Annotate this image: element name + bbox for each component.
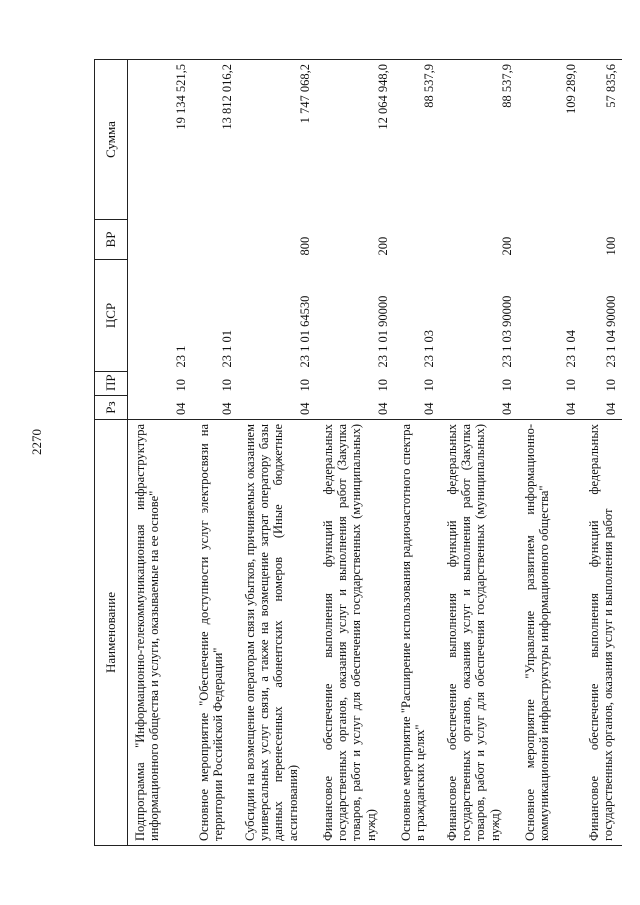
- row-vr: 800: [298, 236, 313, 256]
- table-row: [128, 60, 192, 846]
- header-rz: Рз: [95, 396, 128, 420]
- row-csr: 23 1 04: [564, 330, 579, 368]
- row-sum: 57 835,6: [582, 60, 622, 220]
- table-header-row: [95, 60, 128, 846]
- table-row: [440, 60, 518, 846]
- row-rz: 04: [128, 396, 192, 420]
- row-sum: 13 812 016,2: [192, 60, 238, 220]
- row-pr: 10: [604, 379, 619, 392]
- table-row: [192, 60, 238, 846]
- row-rz: 04: [518, 396, 582, 420]
- row-csr: 23 1 01: [220, 330, 235, 368]
- row-sum: 1 747 068,2: [238, 60, 316, 220]
- row-sum: 88 537,9: [394, 60, 440, 220]
- row-pr: 10: [500, 379, 515, 392]
- row-pr: 10: [298, 379, 313, 392]
- header-sum: Сумма: [95, 60, 128, 220]
- row-name: Финансовое обеспечение выполнения функций федеральных государственных органов, оказания услуг и выполнения работ (Закупка товаров, работ и услуг для обеспечения государственных (муниципальных) нужд): [316, 420, 394, 846]
- row-name: Подпрограмма "Информационно-телекоммуникационная инфраструктура информационного общества и услуги, оказываемые на ее основе": [128, 420, 192, 846]
- budget-table-wrapper: [94, 60, 619, 846]
- row-name: Финансовое обеспечение выполнения функций федеральных государственных органов, оказания услуг и выполнения работ (Закупка товаров, работ и услуг для обеспечения государственных (муниципальных) нужд): [440, 420, 518, 846]
- row-csr: 23 1 03 90000: [500, 295, 515, 368]
- row-pr: 10: [564, 379, 579, 392]
- table-row: [316, 60, 394, 846]
- table-row: [394, 60, 440, 846]
- row-vr: 200: [500, 236, 515, 256]
- row-name: Основное мероприятие "Управление развитием информационно-коммуникационной инфраструктуры информационного общества": [518, 420, 582, 846]
- row-csr: 23 1 01 64530: [298, 295, 313, 368]
- row-pr: 10: [220, 379, 235, 392]
- table-row: [582, 60, 622, 846]
- header-name: Наименование: [95, 420, 128, 846]
- row-sum: 19 134 521,5: [128, 60, 192, 220]
- row-csr: 23 1 03: [422, 330, 437, 368]
- header-pr: ПР: [95, 372, 128, 396]
- row-vr: [192, 220, 238, 260]
- row-csr: 23 1 01 90000: [376, 295, 391, 368]
- row-rz: 04: [440, 396, 518, 420]
- row-pr: 10: [174, 379, 189, 392]
- page-number: 2270: [29, 429, 44, 455]
- row-vr: 200: [376, 236, 391, 256]
- row-csr: 23 1: [174, 345, 189, 368]
- row-pr: 10: [422, 379, 437, 392]
- row-sum: 88 537,9: [440, 60, 518, 220]
- row-rz: 04: [316, 396, 394, 420]
- row-vr: 100: [604, 236, 619, 256]
- row-vr: [394, 220, 440, 260]
- row-rz: 04: [582, 396, 622, 420]
- row-rz: 04: [394, 396, 440, 420]
- row-sum: 12 064 948,0: [316, 60, 394, 220]
- table-row: [238, 60, 316, 846]
- row-sum: 109 289,0: [518, 60, 582, 220]
- row-name: Субсидии на возмещение операторам связи убытков, причиняемых оказанием универсальных услуг связи, а также на возмещение затрат оператору базы данных перенесенных абонентских номеров (Иные бюджетные ассигнования): [238, 420, 316, 846]
- row-vr: [518, 220, 582, 260]
- header-csr: ЦСР: [95, 260, 128, 372]
- row-name: Финансовое обеспечение выполнения функций федеральных государственных органов, оказания услуг и выполнения работ: [582, 420, 622, 846]
- row-rz: 04: [238, 396, 316, 420]
- row-name: Основное мероприятие "Расширение использования радиочастотного спектра в гражданских целях": [394, 420, 440, 846]
- row-pr: 10: [376, 379, 391, 392]
- row-rz: 04: [192, 396, 238, 420]
- header-vr: ВР: [95, 220, 128, 260]
- row-name: Основное мероприятие "Обеспечение доступности услуг электросвязи на территории Российской Федерации": [192, 420, 238, 846]
- table-row: [518, 60, 582, 846]
- budget-table: [94, 59, 622, 846]
- row-csr: 23 1 04 90000: [604, 295, 619, 368]
- row-vr: [128, 220, 192, 260]
